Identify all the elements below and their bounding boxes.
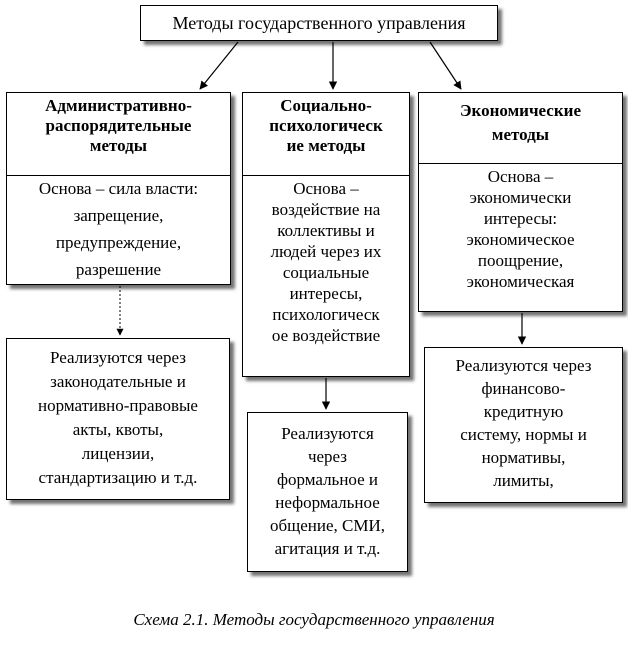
admin-methods-box xyxy=(6,92,231,285)
arrow-root-to-col1 xyxy=(200,42,238,89)
economic-implementation-box: Реализуются через финансово- кредитную систему, нормы и нормативы, лимиты, xyxy=(424,347,623,503)
economic-methods-heading: Экономические методы xyxy=(460,101,581,144)
socio-psych-implementation-box: Реализуются через формальное и неформальное общение, СМИ, агитация и т.д. xyxy=(247,412,408,572)
economic-methods-box xyxy=(418,92,623,312)
socio-psych-methods-body: Основа – воздействие на коллективы и людей через их социальные интересы, психологическ ое воздействие xyxy=(243,175,409,348)
admin-methods-body: Основа – сила власти: запрещение, предупреждение, разрешение xyxy=(7,175,230,282)
admin-implementation-box: Реализуются через законодательные и нормативно-правовые акты, квоты, лицензии, стандартизацию и т.д. xyxy=(6,338,230,500)
root-title: Методы государственного управления xyxy=(172,13,466,33)
admin-methods-heading: Административно- распорядительные методы xyxy=(45,96,192,155)
socio-psych-methods-box xyxy=(242,92,410,377)
socio-psych-methods-heading: Социально- психологическ ие методы xyxy=(269,96,383,155)
economic-methods-body: Основа – экономически интересы: экономическое поощрение, экономическая xyxy=(419,163,622,294)
arrow-root-to-col3 xyxy=(430,42,461,89)
figure-caption: Схема 2.1. Методы государственного управления xyxy=(133,610,495,629)
root-box xyxy=(140,5,498,41)
